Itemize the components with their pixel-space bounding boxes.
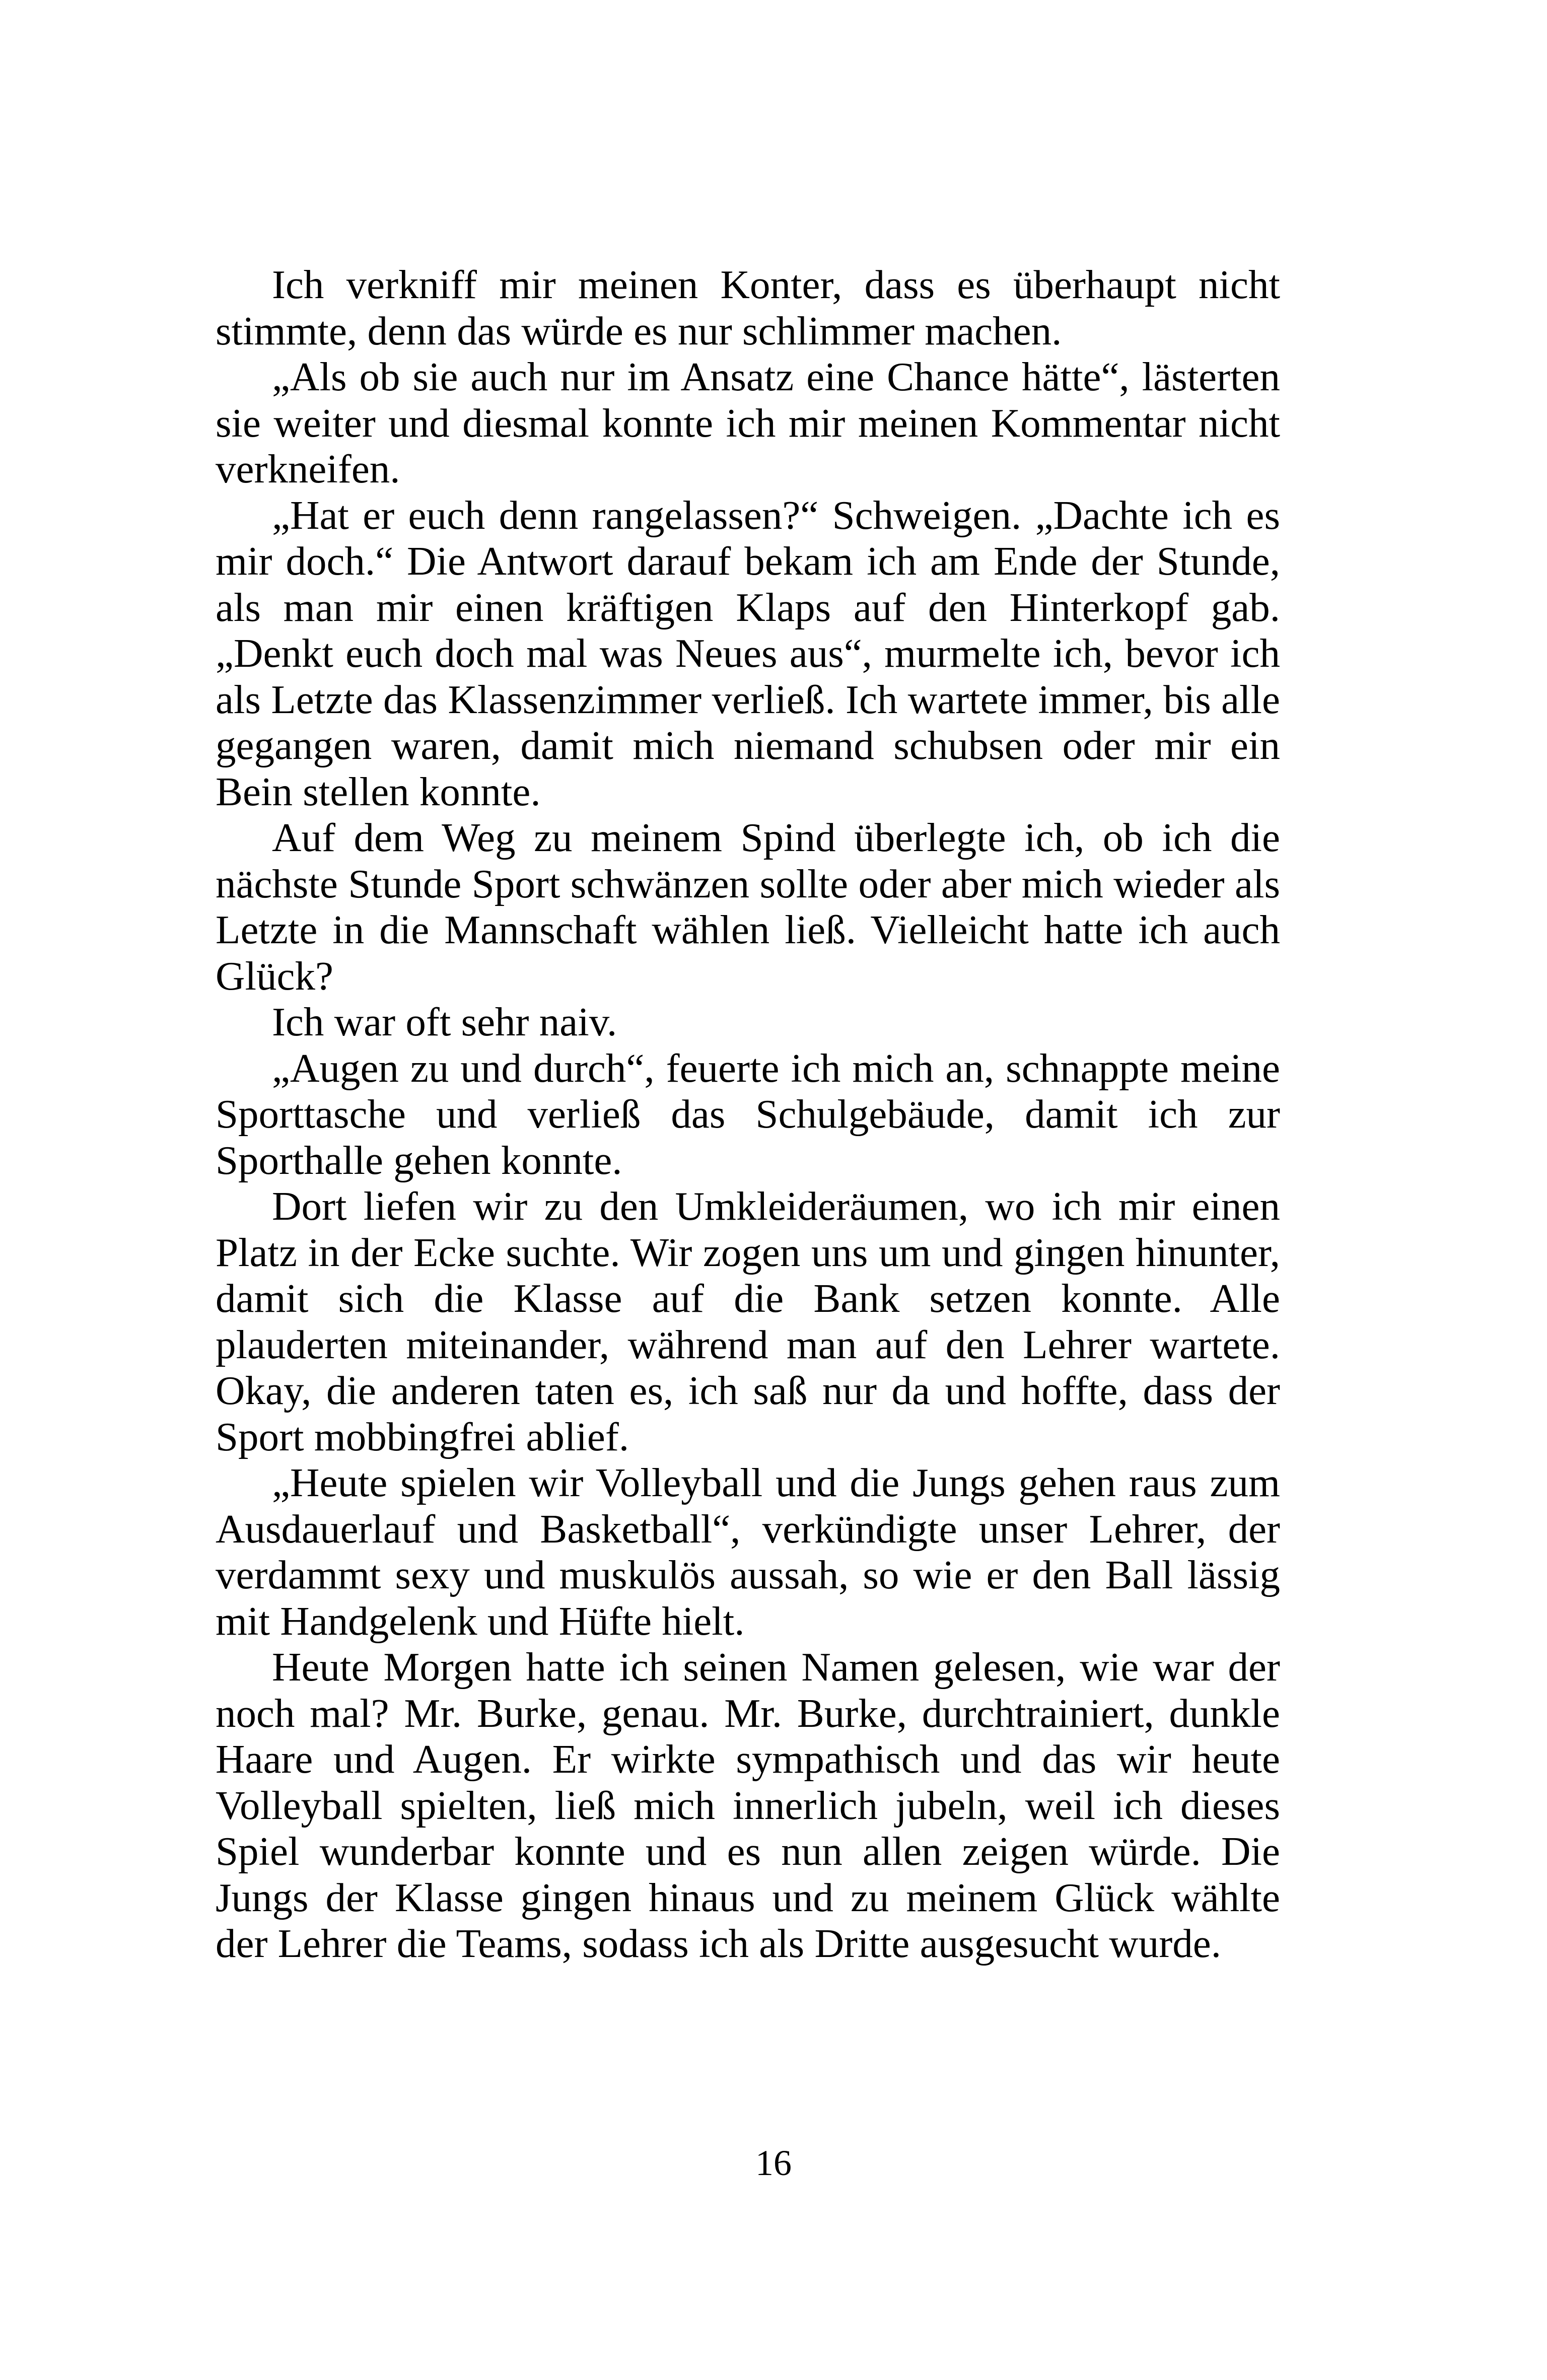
paragraph: Ich verkniff mir meinen Konter, dass es überhaupt nicht stimmte, denn das würde es nur schlimmer machen. (216, 262, 1280, 354)
paragraph: „Heute spielen wir Volleyball und die Jungs gehen raus zum Ausdauerlauf und Basketball“, verkündigte unser Lehrer, der verdammt sexy und muskulös aussah, so wie er den Ball lässig mit Handgelenk und Hüfte hielt. (216, 1460, 1280, 1644)
paragraph: „Augen zu und durch“, feuerte ich mich an, schnappte meine Sporttasche und verließ das Schulgebäude, damit ich zur Sporthalle gehen konnte. (216, 1045, 1280, 1183)
paragraph: „Hat er euch denn rangelassen?“ Schweigen. „Dachte ich es mir doch.“ Die Antwort darauf bekam ich am Ende der Stunde, als man mir einen kräftigen Klaps auf den Hinterkopf gab. „Denkt euch doch mal was Neues aus“, murmelte ich, bevor ich als Letzte das Klassenzimmer verließ. Ich wartete immer, bis alle gegangen waren, damit mich niemand schubsen oder mir ein Bein stellen konnte. (216, 492, 1280, 814)
paragraph: Auf dem Weg zu meinem Spind überlegte ich, ob ich die nächste Stunde Sport schwänzen sollte oder aber mich wieder als Letzte in die Mannschaft wählen ließ. Vielleicht hatte ich auch Glück? (216, 815, 1280, 999)
paragraph: „Als ob sie auch nur im Ansatz eine Chance hätte“, lästerten sie weiter und diesmal konnte ich mir meinen Kommentar nicht verkneifen. (216, 354, 1280, 492)
page-number: 16 (755, 2143, 792, 2183)
body-text (216, 262, 1280, 1967)
paragraph: Heute Morgen hatte ich seinen Namen gelesen, wie war der noch mal? Mr. Burke, genau. Mr. Burke, durchtrainiert, dunkle Haare und Augen. Er wirkte sympathisch und das wir heute Volleyball spielten, ließ mich innerlich jubeln, weil ich dieses Spiel wunderbar konnte und es nun allen zeigen würde. Die Jungs der Klasse gingen hinaus und zu meinem Glück wählte der Lehrer die Teams, sodass ich als Dritte ausgesucht wurde. (216, 1644, 1280, 1966)
paragraph: Ich war oft sehr naiv. (272, 999, 617, 1044)
paragraph: Dort liefen wir zu den Umkleideräumen, wo ich mir einen Platz in der Ecke suchte. Wir zogen uns um und gingen hinunter, damit sich die Klasse auf die Bank setzen konnte. Alle plauderten miteinander, während man auf den Lehrer wartete. Okay, die anderen taten es, ich saß nur da und hoffte, dass der Sport mobbingfrei ablief. (216, 1183, 1280, 1459)
